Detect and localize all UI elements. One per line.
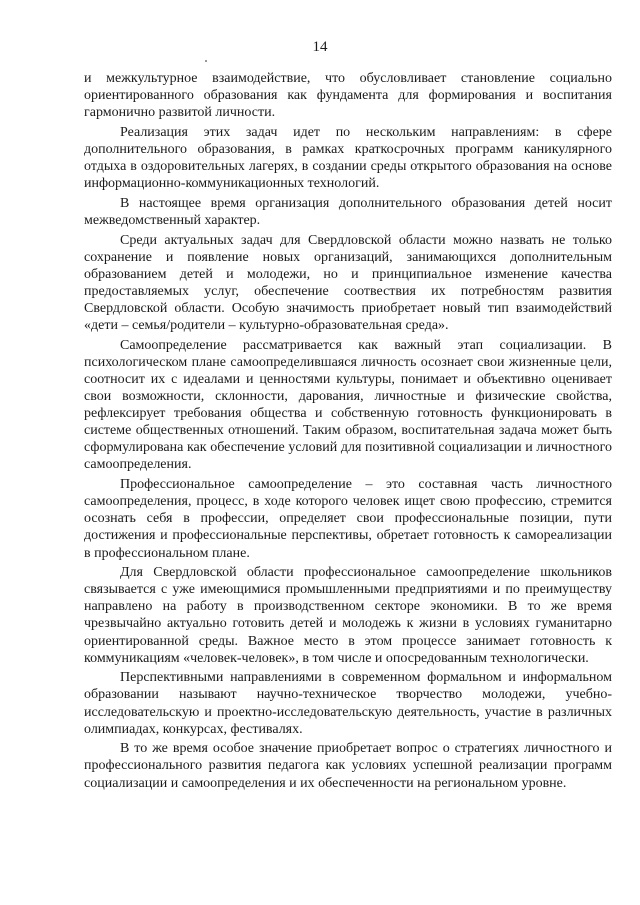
scan-speck xyxy=(205,60,207,62)
paragraph-7: Для Свердловской области профессиональное самоопределение школьников связывается с уже имеющимися промышленными предприятиями и по преимуществу направлено на работу в производственном секторе экономики. В то же время чрезвычайно актуально готовить детей и молодежь к жизни в условиях гуманитарно ориентированной среды. Важное место в этом процессе занимает готовность к коммуникациям «человек-человек», в том числе и опосредованным технологически. xyxy=(84,565,612,666)
paragraph-5: Самоопределение рассматривается как важный этап социализации. В психологическом плане самоопределившаяся личность осознает свои жизненные цели, соотносит их с идеалами и ценностями культуры, понимает и объективно оценивает свои возможности, склонности, дарования, личностные и физические свойства, рефлексирует требования общества и собственную готовность функционировать в системе общественных отношений. Таким образом, воспитательная задача может быть сформулирована как обеспечение условий для позитивной социализации и личностного самоопределения. xyxy=(84,337,612,473)
paragraph-6: Профессиональное самоопределение – это составная часть личностного самоопределения, процесс, в ходе которого человек ищет свою профессию, стремится осознать себя в профессии, определяет свои профессиональные позиции, пути достижения и профессиональные перспективы, обретает готовность к самореализации в профессиональном плане. xyxy=(84,477,612,561)
paragraph-2: Реализация этих задач идет по нескольким направлениям: в сфере дополнительного образования, в рамках краткосрочных программ каникулярного отдыха в оздоровительных лагерях, в создании среды открытого образования на основе информационно-коммуникационных технологий. xyxy=(84,124,612,192)
document-body xyxy=(84,70,612,794)
paragraph-1: и межкультурное взаимодействие, что обусловливает становление социально ориентированного образования как фундамента для формирования и воспитания гармонично развитой личности. xyxy=(84,71,612,121)
paragraph-4: Среди актуальных задач для Свердловской области можно назвать не только сохранение и появление новых организаций, занимающихся дополнительным образованием детей и молодежи, но и принципиальное изменение качества предоставляемых услуг, обеспечение соотвествия их потребностям развития Свердловской области. Особую значимость приобретает новый тип взаимодействий «дети – семья/родители – культурно-образовательная среда». xyxy=(84,232,612,334)
paragraph-3: В настоящее время организация дополнительного образования детей носит межведомственный характер. xyxy=(84,195,612,228)
page-number: 14 xyxy=(312,39,328,55)
paragraph-9: В то же время особое значение приобретает вопрос о стратегиях личностного и профессионального развития педагога как условиях успешной реализации программ социализации и самоопределения и их обеспеченности на региональном уровне. xyxy=(84,741,612,791)
paragraph-8: Перспективными направлениями в современном формальном и информальном образовании называют научно-техническое творчество молодежи, учебно-исследовательскую и проектно-исследовательскую деятельность, участие в различных олимпиадах, конкурсах, фестивалях. xyxy=(84,670,612,737)
